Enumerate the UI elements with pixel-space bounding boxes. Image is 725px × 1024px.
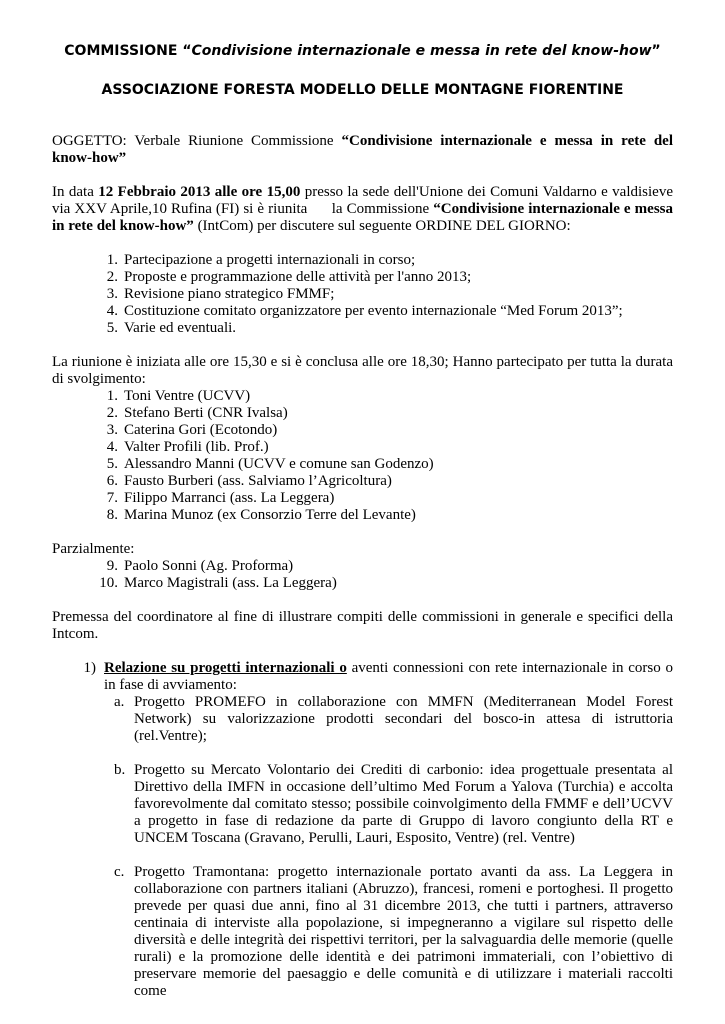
heading-suffix: ” [651,43,661,59]
partial-participants-list [52,558,673,592]
agenda-item: 3. Revisione piano strategico FMMF; [106,286,335,302]
heading-prefix: COMMISSIONE “ [64,43,192,59]
participant-item: 1. Toni Ventre (UCVV) [106,388,251,404]
participant-item: 2. Stefano Berti (CNR Ivalsa) [106,405,288,421]
agenda-item: 4. Costituzione comitato organizzatore per evento internazionale “Med Forum 2013”; [106,303,623,319]
subject-prefix: OGGETTO: Verbale Riunione Commissione [52,133,342,149]
participant-item: 8. Marina Munoz (ex Consorzio Terre del Levante) [106,507,416,523]
participant-item: 3. Caterina Gori (Ecotondo) [106,422,278,438]
participant-item: 5. Alessandro Manni (UCVV e comune san Godenzo) [106,456,434,472]
agenda-list [52,252,673,337]
subject-line [52,133,673,167]
subitem-b: b. Progetto su Mercato Volontario dei Crediti di carbonio: idea progettuale presentata al Direttivo della IMFN in occasione dell’ultimo Med Forum a Yalova (Turchia) e accolta favorevolmente dal comitato stesso; possibile coinvolgimento della FMMF e dell’UCVV a progetto in fase di redazione da parte di Gruppo di lavoro congiunto della RT e UNCEM Toscana (Gravano, Perulli, Lauri, Esposito, Ventre) (rel. Ventre) [114,762,673,846]
agenda-item: 2. Proposte e programmazione delle attività per l'anno 2013; [106,269,472,285]
participant-item: 10. Marco Magistrali (ass. La Leggera) [99,575,337,591]
section-1-title [104,660,673,694]
meeting-times-paragraph: La riunione è iniziata alle ore 15,30 e si è conclusa alle ore 18,30; Hanno partecipato per tutta la durata di svolgimento: [52,354,673,387]
intro-date: 12 Febbraio 2013 alle ore 15,00 [98,184,301,200]
intro-text-3: (IntCom) per discutere sul seguente ORDINE DEL GIORNO: [193,218,571,234]
participant-item: 9. Paolo Sonni (Ag. Proforma) [106,558,294,574]
section-1-rest: aventi connessioni con rete internazionale in corso o in fase di avviamento: [104,660,673,693]
section-1 [52,660,673,694]
participant-item: 6. Fausto Burberi (ass. Salviamo l’Agricoltura) [106,473,392,489]
section-number: 1) [83,660,96,676]
heading-italic-title: Condivisione internazionale e messa in rete del know-how [191,43,652,59]
association-heading: ASSOCIAZIONE FORESTA MODELLO DELLE MONTAGNE FIORENTINE [101,82,624,98]
participant-item: 4. Valter Profili (lib. Prof.) [106,439,269,455]
subitem-c: c. Progetto Tramontana: progetto internazionale portato avanti da ass. La Leggera in collaborazione con partners italiani (Abruzzo), francesi, romeni e portoghesi. Il progetto prevede per quasi due anni, fino al 31 dicembre 2013, che tutti i partners, attraverso centinaia di interviste alla popolazione, si impegneranno a vigilare sul rispetto delle diversità e delle integrità dei rispettivi territori, per la salvaguardia delle memorie (quelle rurali) e la promozione delle identità e dei patrimoni immateriali, con l’obiettivo di preservare memorie del paesaggio e delle comunità e di utilizzare i materiali raccolti come [114,864,673,999]
intro-text-1: In data [52,184,99,200]
premise-paragraph: Premessa del coordinatore al fine di illustrare compiti delle commissioni in generale e specifici della Intcom. [52,609,673,642]
intro-paragraph [52,184,677,235]
intro-commission-name: “Condivisione internazionale e messa in rete del know-how” [52,201,673,234]
subitem-a: a. Progetto PROMEFO in collaborazione con MMFN (Mediterranean Model Forest Network) su valorizzazione prodotti secondari del bosco-in attesa di istruttoria (rel.Ventre); [114,694,673,744]
agenda-item: 5. Varie ed eventuali. [106,320,237,336]
agenda-item: 1. Partecipazione a progetti internazionali in corso; [106,252,416,268]
intro-text-2: presso la sede dell'Unione dei Comuni Valdarno e valdisieve via XXV Aprile,10 Rufina (FI) si è riunita la Commissione [52,184,677,217]
commission-heading [52,42,673,60]
partial-label: Parzialmente: [52,541,135,557]
participants-list [52,388,673,524]
section-1-underlined: Relazione su progetti internazionali o [104,660,347,676]
subject-title: “Condivisione internazionale e messa in rete del know-how” [52,133,673,166]
participant-item: 7. Filippo Marranci (ass. La Leggera) [106,490,335,506]
